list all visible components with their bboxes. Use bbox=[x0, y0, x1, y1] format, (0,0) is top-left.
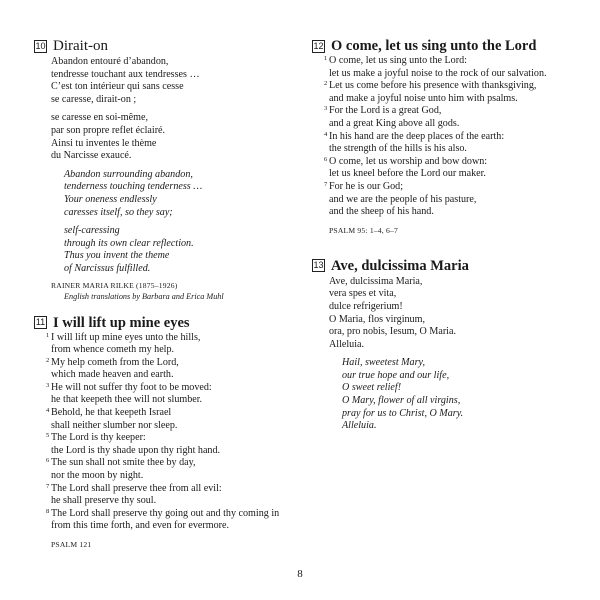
text-line: He will not suffer thy foot to be moved: bbox=[51, 381, 212, 393]
section-number-box: 11 bbox=[35, 317, 46, 327]
text-line: My help cometh from the Lord, bbox=[51, 356, 179, 368]
text-line: through its own clear reflection. bbox=[64, 237, 194, 249]
text-line: O come, let us worship and bow down: bbox=[329, 155, 488, 167]
text-line: In his hand are the deep places of the earth: bbox=[329, 130, 505, 142]
text-line: from this time forth, and even for evermore. bbox=[51, 520, 229, 532]
text-line: dulce refrigerium! bbox=[329, 300, 403, 312]
text-line: he that keepeth thee will not slumber. bbox=[51, 394, 203, 406]
verse bbox=[34, 432, 296, 445]
text-line: vera spes et vita, bbox=[329, 288, 397, 300]
text-line: O sweet relief! bbox=[342, 382, 402, 394]
section-title: O come, let us sing unto the Lord bbox=[331, 38, 537, 54]
text-line: of Narcissus fulfilled. bbox=[64, 262, 151, 274]
verse-number: 3 bbox=[46, 381, 50, 389]
verse bbox=[312, 105, 574, 118]
section-11-heading bbox=[34, 315, 296, 331]
section-11-text bbox=[34, 332, 296, 551]
verse bbox=[34, 457, 296, 470]
text-line: Let us come before his presence with thanksgiving, bbox=[329, 80, 537, 92]
text-line: Thus you invent the theme bbox=[64, 250, 170, 262]
text-line: and a great King above all gods. bbox=[329, 117, 460, 129]
text-line: The Lord shall preserve thy going out and thy coming in bbox=[51, 507, 280, 519]
verse-number: 7 bbox=[324, 180, 328, 188]
text-line: Your oneness endlessly bbox=[64, 193, 157, 205]
right-column bbox=[312, 38, 574, 433]
text-line: C’est ton intérieur qui sans cesse bbox=[51, 81, 184, 93]
text-line: which made heaven and earth. bbox=[51, 369, 174, 381]
text-line: nor the moon by night. bbox=[51, 470, 144, 482]
section-title: Ave, dulcissima Maria bbox=[331, 257, 469, 274]
text-line: Alleluia. bbox=[329, 338, 365, 350]
verse-number: 1 bbox=[324, 55, 328, 62]
source-credit: RAINER MARIA RILKE (1875–1926) bbox=[51, 280, 178, 290]
section-title: Dirait-on bbox=[53, 38, 108, 54]
verse bbox=[312, 131, 574, 144]
text-line: Abandon entouré d’abandon, bbox=[51, 56, 169, 67]
verse bbox=[34, 382, 296, 395]
text-line: self-caressing bbox=[64, 225, 120, 237]
section-13-text bbox=[312, 276, 574, 433]
text-line: tendresse touchant aux tendresses … bbox=[51, 68, 200, 80]
verse-number: 8 bbox=[46, 507, 50, 515]
verse bbox=[34, 407, 296, 420]
text-line: For the Lord is a great God, bbox=[329, 105, 442, 117]
verse bbox=[34, 357, 296, 370]
text-line: Abandon surrounding abandon, bbox=[64, 168, 193, 180]
verse bbox=[312, 55, 574, 68]
text-line: he shall preserve thy soul. bbox=[51, 495, 157, 507]
text-line: par son propre reflet éclairé. bbox=[51, 124, 166, 136]
section-number-box: 13 bbox=[313, 260, 324, 271]
verse bbox=[312, 80, 574, 93]
verse bbox=[34, 508, 296, 521]
text-line: Ave, dulcissima Maria, bbox=[329, 275, 423, 287]
verse bbox=[34, 483, 296, 496]
text-line: from whence cometh my help. bbox=[51, 344, 175, 356]
text-line: pray for us to Christ, O Mary. bbox=[342, 407, 464, 419]
source-credit: PSALM 95: 1–4, 6–7 bbox=[329, 225, 398, 235]
text-line: caresses itself, so they say; bbox=[64, 206, 173, 218]
verse bbox=[34, 332, 296, 345]
text-line: let us make a joyful noise to the rock of our salvation. bbox=[329, 67, 547, 79]
text-line: Alleluia. bbox=[342, 420, 377, 432]
text-line: ora, pro nobis, Iesum, O Maria. bbox=[329, 326, 456, 338]
section-13-heading bbox=[312, 258, 574, 274]
text-line: O Mary, flower of all virgins, bbox=[342, 395, 461, 407]
verse-number: 6 bbox=[46, 457, 50, 465]
verse bbox=[312, 181, 574, 194]
text-line: Ainsi tu inventes le thème bbox=[51, 137, 157, 149]
verse bbox=[312, 156, 574, 169]
text-line: I will lift up mine eyes unto the hills, bbox=[51, 331, 201, 343]
text-line: let us kneel before the Lord our maker. bbox=[329, 168, 486, 180]
text-line: and we are the people of his pasture, bbox=[329, 193, 477, 205]
text-line: se caresse, dirait-on ; bbox=[51, 93, 137, 105]
section-10-text bbox=[34, 56, 296, 302]
text-line: and make a joyful noise unto him with psalms. bbox=[329, 92, 518, 104]
verse-number: 4 bbox=[46, 407, 50, 415]
verse-number: 2 bbox=[324, 80, 328, 88]
text-line: the Lord is thy shade upon thy right hand. bbox=[51, 444, 221, 456]
text-line: and the sheep of his hand. bbox=[329, 206, 434, 218]
verse-number: 3 bbox=[324, 105, 328, 113]
section-12-heading bbox=[312, 38, 574, 54]
page-number: 8 bbox=[297, 568, 303, 580]
text-line: Hail, sweetest Mary, bbox=[342, 357, 425, 369]
text-line: The Lord shall preserve thee from all evil: bbox=[51, 482, 222, 494]
section-number-box: 10 bbox=[35, 40, 46, 51]
text-line: For he is our God; bbox=[329, 180, 404, 192]
text-line: Behold, he that keepeth Israel bbox=[51, 407, 172, 419]
verse-number: 5 bbox=[46, 432, 50, 440]
text-line: du Narcisse exaucé. bbox=[51, 150, 132, 162]
translation-credit: English translations by Barbara and Erica Muhl bbox=[64, 291, 224, 301]
text-line: our true hope and our life, bbox=[342, 369, 450, 381]
verse-number: 2 bbox=[46, 356, 50, 364]
text-line: the strength of the hills is his also. bbox=[329, 143, 467, 155]
section-12-text bbox=[312, 55, 574, 236]
text-line: The sun shall not smite thee by day, bbox=[51, 457, 196, 469]
section-title: I will lift up mine eyes bbox=[53, 314, 190, 331]
text-line: The Lord is thy keeper: bbox=[51, 432, 146, 444]
source-credit: PSALM 121 bbox=[51, 540, 92, 549]
text-line: tenderness touching tenderness … bbox=[64, 181, 203, 193]
verse-number: 4 bbox=[324, 130, 328, 138]
verse-number: 7 bbox=[46, 482, 50, 490]
text-line: O Maria, flos virginum, bbox=[329, 313, 425, 325]
section-10-heading bbox=[34, 38, 296, 54]
text-line: O come, let us sing unto the Lord: bbox=[329, 55, 467, 66]
verse-number: 1 bbox=[46, 331, 50, 339]
left-column bbox=[34, 38, 296, 550]
verse-number: 6 bbox=[324, 155, 328, 163]
text-line: se caresse en soi-même, bbox=[51, 112, 148, 124]
text-line: shall neither slumber nor sleep. bbox=[51, 419, 178, 431]
section-number-box: 12 bbox=[313, 40, 324, 51]
